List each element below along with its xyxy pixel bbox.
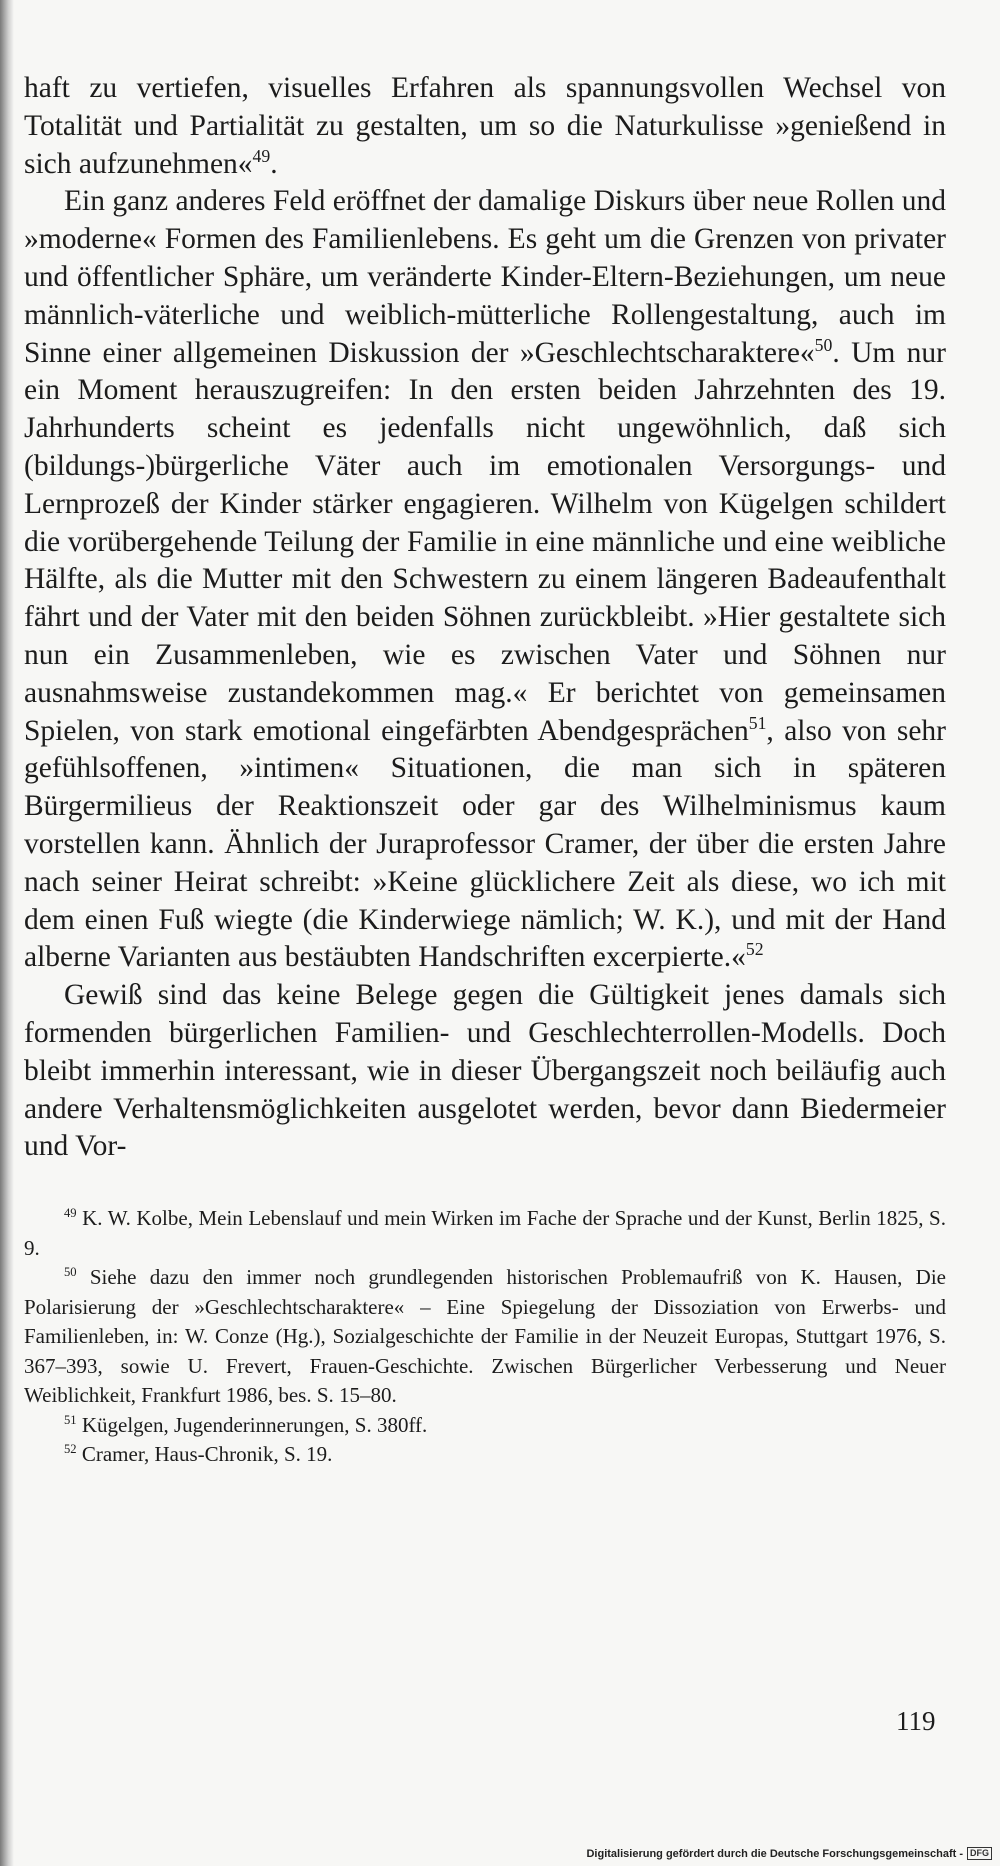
digitization-credit: [586, 1847, 992, 1860]
paragraph-2: [24, 183, 946, 977]
credit-text: Digitalisierung gefördert durch die Deutsche Forschungsgemeinschaft -: [586, 1847, 963, 1860]
footnote-text: Siehe dazu den immer noch grundlegenden historischen Problemaufriß von K. Hausen, Die Polarisierung der »Geschlechtscharaktere« – Eine Spiegelung der Dissoziation von Erwerbs- und Familienleben, in: W. Conze (Hg.), Sozialgeschichte der Familie in der Neuzeit Europas, Stuttgart 1976, S. 367–393, sowie U. Frevert, Frauen-Geschichte. Zwischen Bürgerlicher Verbesserung und Neuer Weiblichkeit, Frankfurt 1986, bes. S. 15–80.: [24, 1265, 946, 1408]
footnote-number: 52: [64, 1442, 77, 1457]
footnote-ref-50: 50: [814, 334, 833, 355]
footnote-ref-51: 51: [748, 712, 767, 733]
paragraph-1: [24, 70, 946, 183]
footnote-number: 51: [64, 1412, 77, 1427]
footnotes: [24, 1204, 946, 1470]
paragraph-2-text-c: , also von sehr gefühlsoffenen, »intimen« Situationen, die man sich in späteren Bürgermilieus der Reaktionszeit oder gar des Wilhelminismus kaum vorstellen kann. Ähnlich der Juraprofessor Cramer, der über die ersten Jahre nach seiner Heirat schreibt: »Keine glücklichere Zeit als diese, wo ich mit dem einen Fuß wiegte (die Kinderwiege nämlich; W. K.), und mit der Hand alberne Varianten aus bestäubten Handschriften excerpierte.«: [24, 714, 946, 974]
footnote-51: [24, 1411, 946, 1441]
footnote-49: [24, 1204, 946, 1263]
footnote-text: K. W. Kolbe, Mein Lebenslauf und mein Wirken im Fache der Sprache und der Kunst, Berlin 1825, S. 9.: [24, 1206, 946, 1260]
footnote-ref-52: 52: [745, 939, 764, 960]
footnote-50: [24, 1263, 946, 1411]
book-page: [24, 70, 946, 1470]
binding-shadow: [0, 0, 14, 1866]
paragraph-1-text: haft zu vertiefen, visuelles Erfahren als spannungsvollen Wechsel von Totalität und Partialität zu gestalten, um so die Naturkulisse »genießend in sich aufzunehmen«: [24, 72, 946, 180]
paragraph-1-end: .: [270, 147, 278, 180]
footnote-ref-49: 49: [252, 145, 271, 166]
dfg-logo: DFG: [967, 1847, 992, 1860]
page-number: 119: [896, 1706, 936, 1736]
footnote-text: Kügelgen, Jugenderinnerungen, S. 380ff.: [76, 1412, 428, 1437]
paragraph-3: Gewiß sind das keine Belege gegen die Gültigkeit jenes damals sich formenden bürgerlichen Familien- und Geschlechterrollen-Modells. Doch bleibt immerhin interessant, wie in dieser Übergangszeit noch beiläufig auch andere Verhaltensmöglichkeiten ausgelotet werden, bevor dann Biedermeier und Vor-: [24, 979, 946, 1163]
paragraph-2-text-a: Ein ganz anderes Feld eröffnet der damalige Diskurs über neue Rollen und »moderne« Formen des Familienlebens. Es geht um die Grenzen von privater und öffentlicher Sphäre, um veränderte Kinder-Eltern-Beziehungen, um neue männlich-väterliche und weiblich-mütterliche Rollengestaltung, auch im Sinne einer allgemeinen Diskussion der »Geschlechtscharaktere«: [24, 185, 946, 369]
footnote-number: 50: [64, 1265, 77, 1280]
footnote-52: [24, 1440, 946, 1470]
footnote-text: Cramer, Haus-Chronik, S. 19.: [76, 1442, 333, 1467]
footnote-number: 49: [64, 1206, 77, 1221]
body-text: [24, 70, 946, 1166]
paragraph-2-text-b: . Um nur ein Moment herauszugreifen: In den ersten beiden Jahrzehnten des 19. Jahrhunderts scheint es jedenfalls nicht ungewöhnlich, daß sich (bildungs-)bürgerliche Väter auch im emotionalen Versorgungs- und Lernprozeß der Kinder stärker engagieren. Wilhelm von Kügelgen schildert die vorübergehende Teilung der Familie in eine männliche und eine weibliche Hälfte, als die Mutter mit den Schwestern zu einem längeren Badeaufenthalt fährt und der Vater mit den beiden Söhnen zurückbleibt. »Hier gestaltete sich nun ein Zusammenleben, wie es zwischen Vater und Söhnen nur ausnahmsweise zustandekommen mag.« Er berichtet von gemeinsamen Spielen, von stark emotional eingefärbten Abendgesprächen: [24, 336, 946, 747]
